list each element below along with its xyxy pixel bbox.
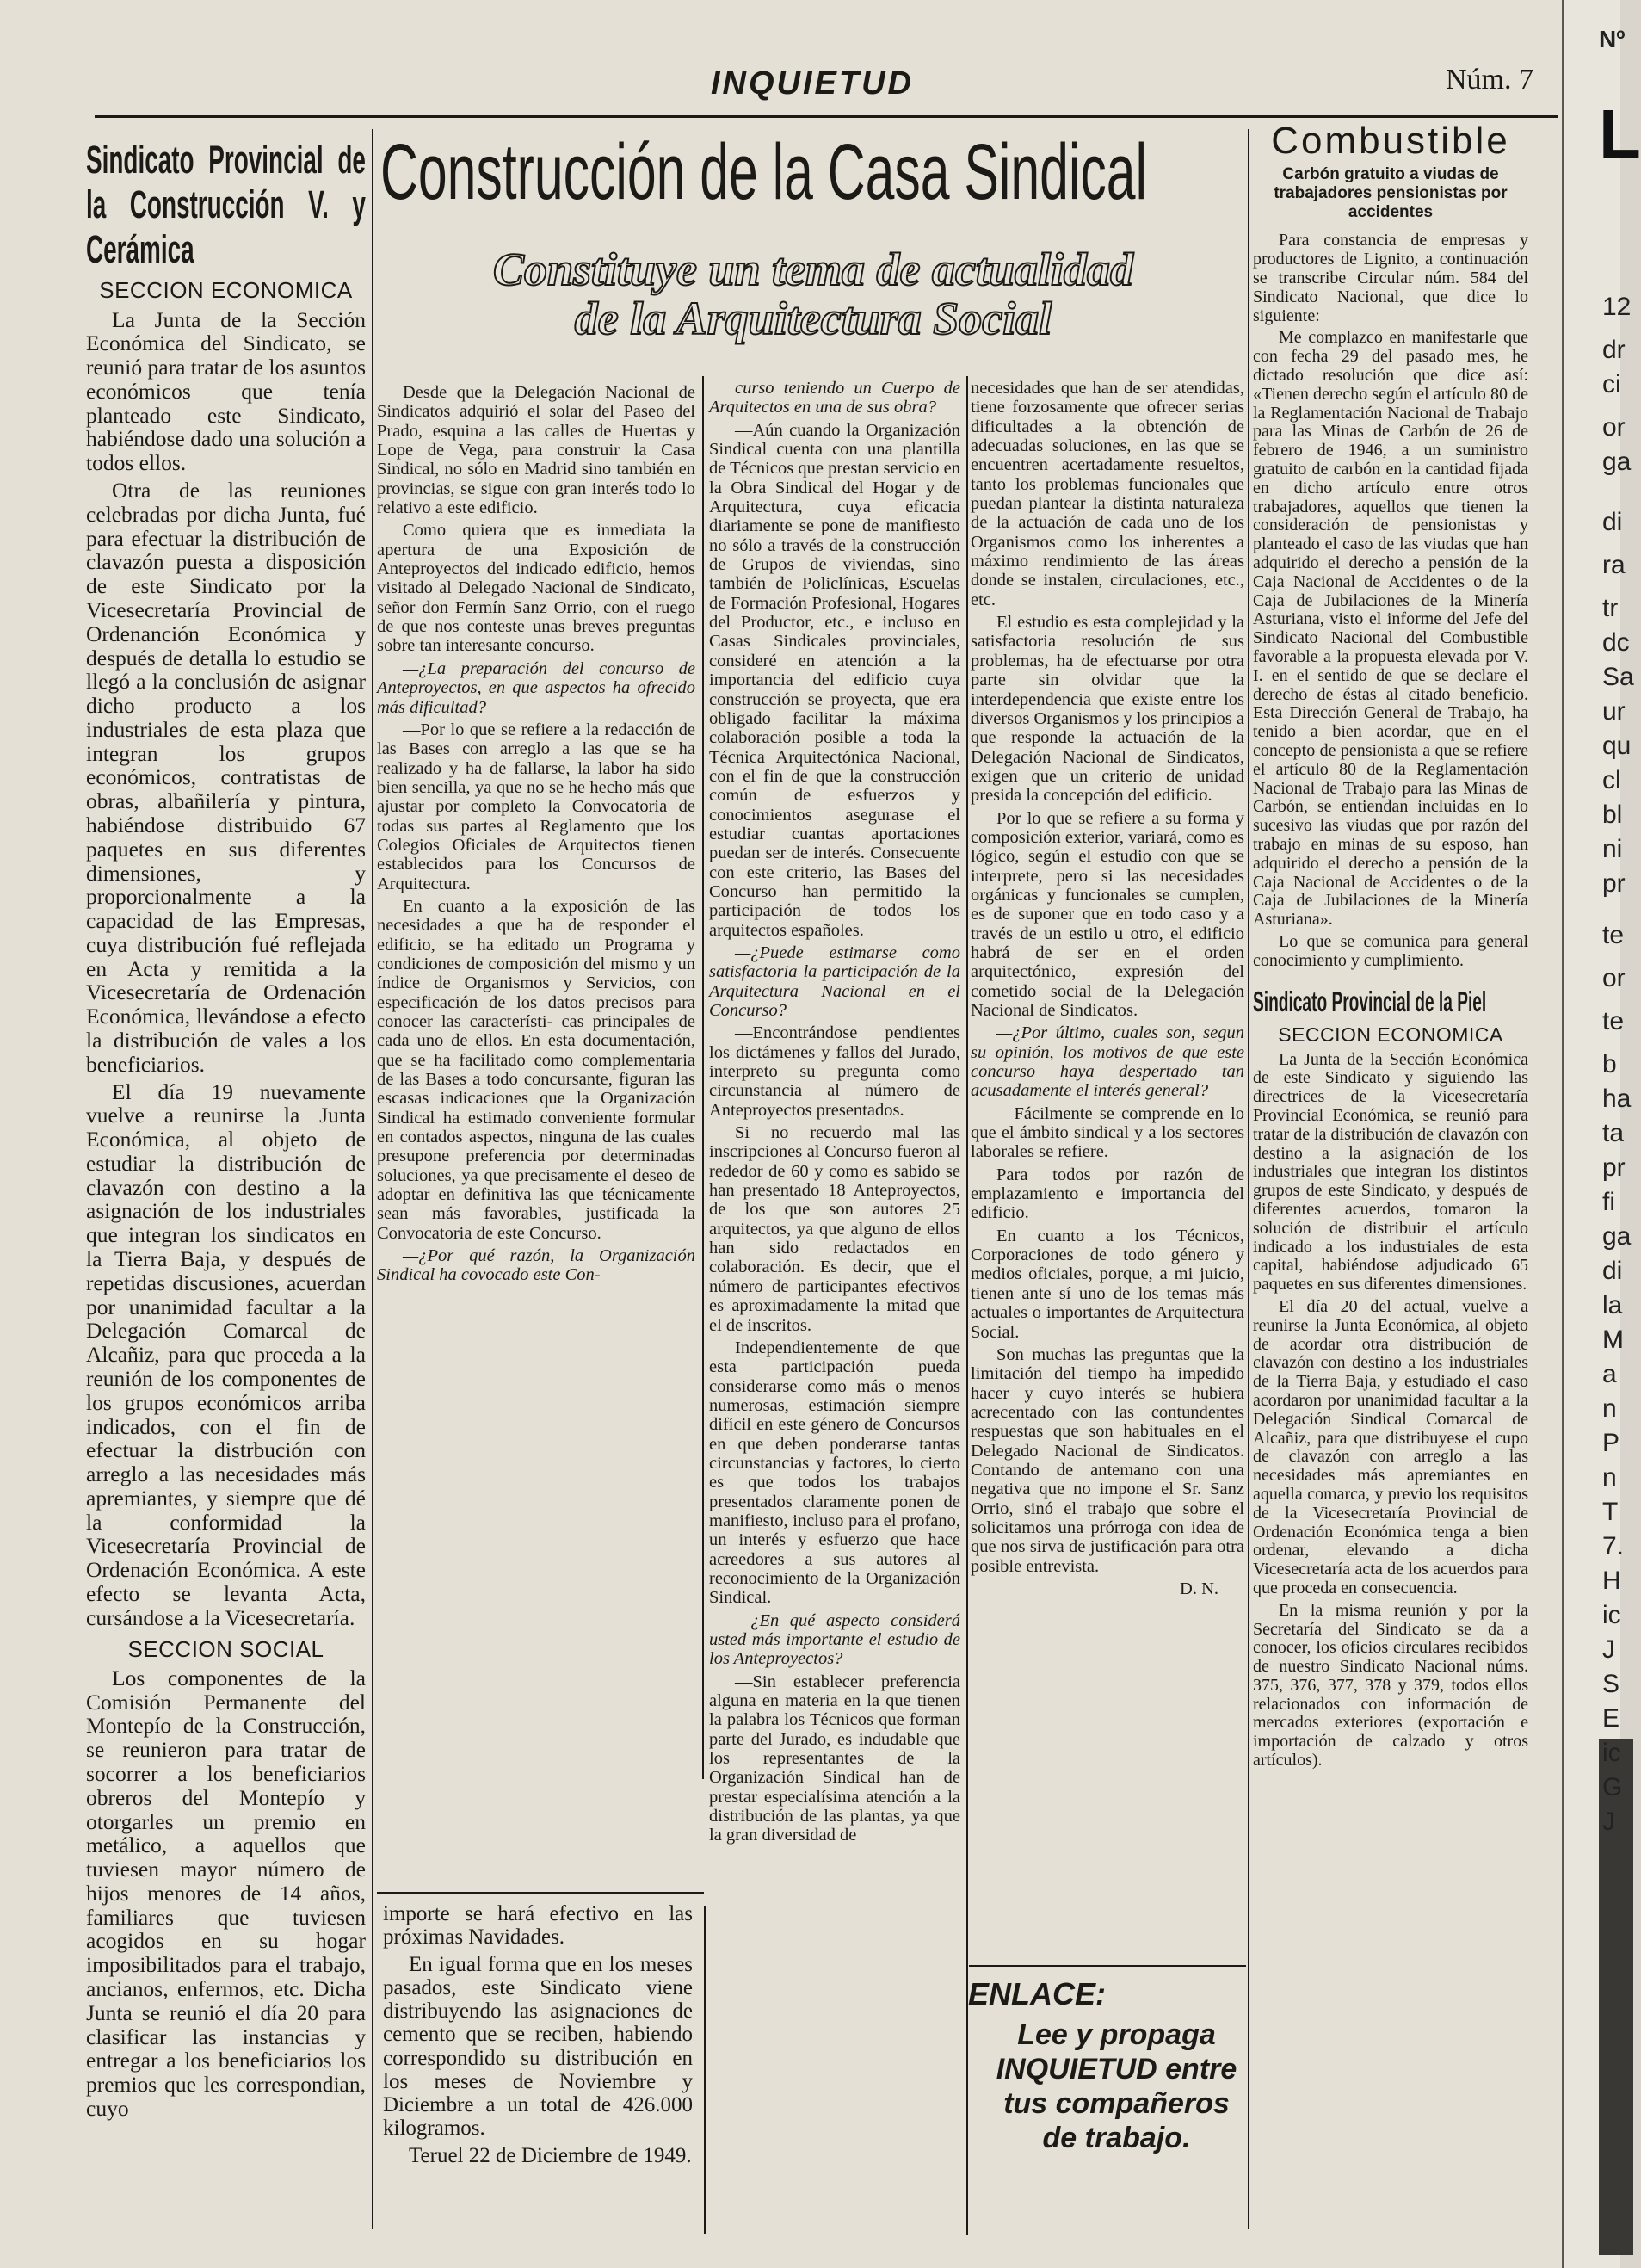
paragraph: Teruel 22 de Diciembre de 1949.	[409, 2143, 692, 2167]
adjacent-page-fragment: J	[1602, 1635, 1615, 1664]
interview-question: —¿Por qué razón, la Organización Sindical ha covocado este Con-	[377, 1246, 695, 1285]
interview-question: —¿Puede estimarse como satisfactoria la participación de la Arquitectura Nacional en el Concurso?	[709, 942, 960, 1020]
adjacent-page-fragment: H	[1602, 1567, 1621, 1595]
adjacent-page-fragment: T	[1602, 1498, 1619, 1526]
adjacent-page-fragment: n	[1602, 1394, 1617, 1423]
left-column	[86, 138, 366, 2124]
adjacent-page-fragment: te	[1602, 921, 1625, 949]
paragraph: Los componentes de la Comisión Permanente del Montepío de la Construcción, se reunieron para tratar de socorrer a los beneficiarios obreros del Montepío y otorgarles un premio en metálico, a aquellos que tuviesen mayor número de hijos menores de 14 años, familiares que tuviesen acogidos en su hogar imposibilitados para el trabajo, ancianos, enfermos, etc. Dicha Junta se reunió el día 20 para clasificar las instancias y entregar a los beneficiarios los premios que les correspondian, cuyo	[86, 1665, 366, 2121]
paragraph: Para todos por razón de emplazamiento e importancia del edificio.	[971, 1165, 1244, 1223]
paragraph: En cuanto a los Técnicos, Corporaciones de todo género y medios oficiales, porque, a mi juicio, tienen ante sí uno de los temas más actuales o importantes de Arquitectura Social.	[971, 1226, 1244, 1342]
paragraph: El día 19 nuevamente vuelve a reunirse la Junta Económica, al objeto de estudiar la distribución de clavazón con destino a la asignación de los industriales que integran los sindicatos en la Tierra Baja, y después de repetidas discusiones, acuerdan por unanimidad facultar a la Delegación Comarcal de Alcañiz, para que proceda a la reunión de los componentes de los grupos económicos arriba indicados, con el fin de efectuar la distrbución con arreglo a las necesidades más apremiantes, y siempre que dé la conformidad la Vicesecretaría Provincial de Ordenación Económica. A este efecto se levanta Acta, cursándose a la Vicesecretaría.	[86, 1078, 366, 1630]
paragraph: El estudio es esta complejidad y la satisfactoria resolución de sus problemas, ha de efectuarse por otra parte sin olvidar que la interdependencia que existe entre los diversos Organismos y los principios a que responde la actuación de la Delegación Nacional de Sindicatos, exigen que un criterio de unidad presida la concepción del edificio.	[971, 613, 1244, 806]
adjacent-page-fragment: la	[1602, 1291, 1623, 1319]
paragraph: importe se hará efectivo en las próximas Navidades.	[383, 1902, 693, 1950]
section-rule	[969, 1965, 1246, 1967]
paragraph: —Sin establecer preferencia alguna en materia en la que tienen la palabra los Técnicos que forman parte del Jurado, es indudable que los representantes de la Organización Sindical han de prestar especialísima atención a la distribución de las plantas, ya que la gran diversidad de	[709, 1672, 960, 1845]
paragraph: Me complazco en manifestarle que con fecha 29 del pasado mes, he dictado resolución que dice así: «Tienen derecho según el artículo 80 de la Reglamentación Nacional de Trabajo para las Minas de Carbón de 26 de febrero de 1946, a un suministro gratuito de carbón en la cantidad fijada en dicho artículo entre otros trabajadores, aquellos que tienen la consideración de pensionistas y planteado el caso de las viudas que han adquirido el derecho a pensión de la Caja Nacional de Accidentes o de la Caja de Jubilaciones de la Minería Asturiana, visto el informe del Jefe del Sindicato Nacional del Combustible favorable a la propuesta elevada por V. I. en el sentido de que se declare el derecho de éstas al citado beneficio. Esta Dirección General de Trabajo, ha tenido a bien acordar, que en el concepto de pensionista a que se refiere el artículo 80 de la Reglamentación Nacional de Trabajo para las Minas de Carbón, se entiendan incluidas en lo sucesivo las viudas que por razón del trabajo en minas de su esposo, han adquirido el derecho a pensión de la Caja Nacional de Accidentes o de la Caja de Jubilaciones de la Minería Asturiana».	[1253, 328, 1528, 930]
interview-question: curso teniendo un Cuerpo de Arquitectos en una de sus obra?	[709, 379, 960, 417]
adjacent-page-fragment: ga	[1602, 448, 1632, 476]
adjacent-page-fragment: 7.	[1602, 1532, 1625, 1560]
paragraph: —Fácilmente se comprende en lo que el ámbito sindical y a los sectores laborales se refiere.	[971, 1103, 1244, 1162]
paragraph: Por lo que se refiere a su forma y composición exterior, variará, como es lógico, según el estudio con que se interprete, pero si las necesidades orgánicas y funcionales se cumplen, es de suponer que en todo caso y a través de un estilo u otro, el edificio habrá de ser en el orden arquitectónico, expresión del cometido social de la Delegación Nacional de Sindicatos.	[971, 808, 1244, 1020]
section-heading: SECCION ECONOMICA	[1278, 1023, 1503, 1046]
section-rule	[377, 1892, 704, 1894]
paragraph: necesidades que han de ser atendidas, tiene forzosamente que ofrecer serias dificultades a la obtención de adecuadas soluciones, en las que se encuentren acertadamente resueltos, tanto los problemas funcionales que puedan plantear la distinta naturaleza de la actuación de cada uno de los Organismos como los inherentes a máximo rendimiento de las áreas donde se instalen, circulaciones, etc., etc.	[971, 379, 1244, 609]
adjacent-page-fragment: a	[1602, 1360, 1617, 1388]
adjacent-page-fragment: M	[1602, 1326, 1624, 1354]
adjacent-page-fragment: di	[1602, 508, 1623, 536]
adjacent-page-fragment: E	[1602, 1704, 1620, 1733]
adjacent-page-fragment: G	[1602, 1773, 1623, 1801]
paragraph: Independientemente de que esta participación pueda considerarse como más o menos numerosas, estimación siempre difícil en este género de Concursos en que deben ponderarse tantas circunstancias y factores, lo cierto es que todos los trabajos presentados claramente ponen de manifiesto, incluso para el profano, un interés y esfuerzo que hace acreedores a sus autores al reconocimiento de la Organización Sindical.	[709, 1338, 960, 1608]
paragraph: Si no recuerdo mal las inscripciones al Concurso fueron al rededor de 60 y como es sabido se han presentado 18 Anteproyectos, de los que son autores 25 arquitectos, ya que alguno de ellos han sido redactados en colaboración. Es decir, que el número de participantes efectivos es aproximadamente la mitad que el de inscritos.	[709, 1123, 960, 1335]
article-column-2	[709, 379, 960, 1849]
piel-title: Sindicato Provincial de la Piel	[1253, 985, 1487, 1017]
adjacent-page-fragment: J	[1602, 1808, 1615, 1836]
adjacent-page-fragment: n	[1602, 1463, 1617, 1492]
adjacent-page-fragment: dc	[1602, 628, 1630, 657]
interview-question: —¿Por último, cuales son, segun su opinión, los motivos de que este concurso haya despertado tan acusadamente el interés general?	[971, 1023, 1244, 1101]
article-column-1	[377, 383, 695, 1288]
continuation-block	[383, 1902, 693, 2171]
combustible-subtitle: Carbón gratuito a viudas de trabajadores pensionistas por accidentes	[1274, 164, 1508, 221]
adjacent-page-fragment: Nº	[1599, 26, 1626, 53]
adjacent-page-fragment: pr	[1602, 869, 1626, 898]
adjacent-page-letter: L	[1599, 96, 1641, 172]
adjacent-page-fragment: pr	[1602, 1153, 1626, 1182]
column-rule	[1248, 129, 1249, 2229]
adjacent-page-fragment: ur	[1602, 697, 1626, 726]
right-column	[1253, 121, 1528, 1774]
signature: D. N.	[1180, 1579, 1218, 1598]
paragraph: En igual forma que en los meses pasados, este Sindicato viene distribuyendo las asignaciones de cemento que se reciben, habiendo correspondido su distribución en los meses de Noviembre y Diciembre a un total de 426.000 kilogramos.	[383, 1952, 693, 2141]
enlace-box	[968, 1976, 1248, 2230]
combustible-title: Combustible	[1271, 120, 1510, 162]
paragraph: —Aún cuando la Organización Sindical cuenta con una plantilla de Técnicos que prestan servicio en la Obra Sindical del Hogar y de Arquitectura, cuya eficacia diariamente se pone de manifiesto no sólo a través de la construcción de Grupos de viviendas, sino también de Policlínicas, Escuelas de Formación Profesional, Hogares del Productor, etc., e incluso en Casas Sindicales provinciales, consideré en atención a la importancia del edificio cuya construcción se proyecta, que era obligado facilitar la máxima colaboración posible a toda la Técnica Arquitectónica Nacional, con el fin de que la construcción común de esfuerzos y conocimientos asegurase el estudiar cuantas aportaciones puedan ser de interés. Consecuente con este criterio, las Bases del Concurso han permitido la participación de todos los arquitectos españoles.	[709, 420, 960, 940]
adjacent-page-fragment: ic	[1602, 1739, 1621, 1767]
adjacent-page-fragment: P	[1602, 1429, 1620, 1457]
paragraph: Para constancia de empresas y productores de Lignito, a continuación se transcribe Circular núm. 584 del Sindicato Nacional, que dice lo siguiente:	[1253, 231, 1528, 325]
paragraph: El día 20 del actual, vuelve a reunirse la Junta Económica, al objeto de acordar otra distribución de clavazón con destino a los industriales de la Tierra Baja, y estudiado el caso acordaron por unanimidad facultar a la Delegación Sindical Comarcal de Alcañiz, para que distribuyese el cupo de clavazón con arreglo a las necesidades más apremiantes en aquella comarca, y previo los requisitos de la Vicesecretaría Provincial de Ordenación Económica tenga a bien ordenar, elevando a dicha Vicesecretaría acta de los acuerdos para que proceda en consecuencia.	[1253, 1296, 1528, 1597]
adjacent-page-fragment: or	[1602, 964, 1626, 992]
main-subtitle	[379, 245, 1248, 343]
paragraph: La Junta de la Sección Económica de este Sindicato y siguiendo las directrices de la Vicesecretaría Provincial Económica, se reunió para tratar de la distribución de clavazón con destino a la asignación de los industriales que integran los distintos grupos de este Sindicato, y después de diferentes acuerdos, tomaron la solución de distribuir el artículo indicado a los industriales de esta capital, habiéndose adjudicado 65 paquetes en sus diferentes dimensiones.	[1253, 1049, 1528, 1295]
enlace-text: Lee y propaga INQUIETUD entre tus compañeros de trabajo.	[996, 2018, 1237, 2155]
adjacent-page-fragment: cl	[1602, 766, 1621, 794]
column-rule	[702, 376, 704, 1779]
adjacent-page-fragment: di	[1602, 1257, 1623, 1285]
adjacent-page-fragment: S	[1602, 1670, 1620, 1698]
column-rule	[372, 129, 373, 2229]
header-rule	[95, 115, 1558, 118]
adjacent-page-fragment: ni	[1602, 835, 1623, 863]
section-heading: SECCION SOCIAL	[127, 1635, 324, 1662]
main-headline: Construcción de la Casa Sindical	[380, 128, 1148, 216]
enlace-title: ENLACE:	[968, 1976, 1106, 2012]
paragraph: La Junta de la Sección Económica del Sindicato, se reunió para tratar de los asuntos económicos que tenía planteado este Sindicato, habiéndose dado una solución a todos ellos.	[86, 306, 367, 476]
paragraph: En cuanto a la exposición de las necesidades a que ha de responder el edificio, se ha editado un Programa y condiciones de composición del mismo y un índice de Organismos y Servicios, con especificación de los datos precisos para conocer las característi- cas principales de cada uno de ellos. En esta documentación, que se ha facilitado como complementaria de las Bases a todo concursante, figuran las escasas indicaciones que la Organización Sindical ha estimado conveniente formular en contados aspectos, ninguna de las cuales presupone preferencia por determinadas soluciones, ya que precisamente el deseo de adoptar en definitiva las que técnicamente sean más favorables, justificada la Convocatoria de este Concurso.	[377, 896, 695, 1243]
paragraph: Son muchas las preguntas que la limitación del tiempo ha impedido hacer y cuyo interés se hubiera acrecentado con las contundentes respuestas que son habituales en el Delegado Nacional de Sindicatos. Contando de antemano con una negativa que no impone el Sr. Sanz Orrio, sinó el trabajo que sobre el solicitamos una prórroga con idea de que nos sirva de justificación para otra posible entrevista.	[971, 1344, 1244, 1576]
paragraph: Lo que se comunica para general conocimiento y cumplimiento.	[1253, 931, 1528, 970]
adjacent-page-fragment: ga	[1602, 1222, 1632, 1251]
adjacent-page-fragment: qu	[1602, 732, 1632, 760]
adjacent-page-fragment: ci	[1602, 370, 1621, 399]
adjacent-page-fragment: te	[1602, 1007, 1625, 1035]
paragraph: En la misma reunión y por la Secretaría del Sindicato se da a conocer, los oficios circulares recibidos de nuestro Sindicato Nacional núms. 375, 376, 377, 378 y 379, todos ellos relacionados con información de mercados exteriores (exportación e importación de calzado y otros artículos).	[1253, 1600, 1528, 1771]
column-rule	[966, 376, 968, 2235]
adjacent-page-edge	[1562, 0, 1641, 2268]
issue-number: Núm. 7	[1446, 64, 1533, 96]
paragraph: Como quiera que es inmediata la apertura de una Exposición de Anteproyectos del indicado edificio, hemos visitado al Delegado Nacional de Sindicato, señor don Fermín Sanz Orrio, con el ruego de que nos conteste unas breves preguntas sobre tan interesante concurso.	[377, 521, 695, 656]
left-column-title: Sindicato Provincial de la Construcción V. y Cerámica	[86, 138, 366, 271]
interview-question: —¿La preparación del concurso de Anteproyectos, en que aspectos ha ofrecido más dificultad?	[377, 658, 695, 717]
interview-question: —¿En qué aspecto considerá usted más importante el estudio de los Anteproyectos?	[709, 1610, 960, 1669]
article-column-3-body	[971, 379, 1244, 1576]
article-column-3	[971, 379, 1244, 1598]
paragraph: —Encontrándose pendientes los dictámenes y fallos del Jurado, interpreto su pregunta como circunstancia al número de Anteproyectos presentados.	[709, 1023, 960, 1120]
adjacent-page-fragment: 12	[1602, 293, 1632, 321]
adjacent-page-fragment: ic	[1602, 1601, 1621, 1629]
adjacent-page-fragment: fi	[1602, 1188, 1615, 1216]
adjacent-page-fragment: dr	[1602, 336, 1626, 364]
paragraph: Otra de las reuniones celebradas por dicha Junta, fué para efectuar la distribución de clavazón puesta a disposición de este Sindicato por la Vicesecretaría Provincial de Ordenanción Económica y después de detalla lo estudio se llegó a la conclusión de asignar dicho producto a los industriales de esta plaza que integran los grupos económicos, contratistas de obras, albañilería y pintura, habiéndose distribuido 67 paquetes en sus diferentes dimensiones, y proporcionalmente a la capacidad de las Empresas, cuya distribución fué reflejada en Acta y remitida a la Vicesecretaría de Ordenación Económica, llevándose a efecto la distribución de vales a los beneficiarios.	[86, 478, 366, 1077]
adjacent-page-fragment: ha	[1602, 1085, 1632, 1113]
adjacent-page-fragment: b	[1602, 1050, 1617, 1078]
adjacent-page-fragment: Sa	[1602, 663, 1634, 691]
section-heading: SECCION ECONOMICA	[99, 277, 353, 304]
subtitle-line: Constituye un tema de actualidad	[492, 244, 1134, 295]
adjacent-page-fragment: bl	[1602, 800, 1623, 829]
column-rule	[704, 1906, 706, 2234]
paragraph: —Por lo que se refiere a la redacción de las Bases con arreglo a las que se ha realizado y ha de fallarse, la labor ha sido bien sencilla, ya que no se he hecho más que ajustar por completo la Convocatoria de todas sus partes al Reglamento que los Colegios Oficiales de Arquitectos tienen establecidos para los Concursos de Arquitectura.	[377, 720, 695, 893]
adjacent-page-fragment: tr	[1602, 594, 1619, 622]
subtitle-line: de la Arquitectura Social	[574, 292, 1052, 344]
adjacent-page-fragment: or	[1602, 413, 1626, 442]
adjacent-page-fragment: ra	[1602, 551, 1626, 579]
newspaper-name: INQUIETUD	[711, 65, 914, 102]
adjacent-page-fragment: ta	[1602, 1119, 1625, 1147]
paragraph: Desde que la Delegación Nacional de Sindicatos adquirió el solar del Paseo del Prado, esquina a las calles de Huertas y Lope de Vega, para construir la Casa Sindical, no sólo en Madrid sino también en provincias, se sigue con gran interés todo lo relativo a este edificio.	[377, 383, 695, 518]
